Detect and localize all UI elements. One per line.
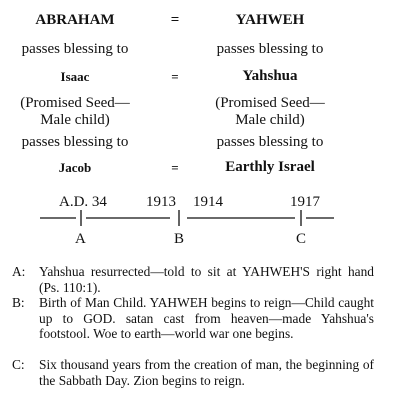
timeline-date-1913: 1913 bbox=[146, 194, 176, 210]
note-key: B: bbox=[12, 295, 25, 310]
row-right-promised-seed: (Promised Seed— bbox=[215, 95, 325, 111]
row-left-jacob: Jacob bbox=[58, 160, 92, 175]
note-text: Birth of Man Child. YAHWEH begins to reign—Child caught up to GOD. satan cast from heaven—made Yahshua's footstool. Woe to earth—world war one begins. bbox=[39, 295, 374, 341]
row-right-male-child: Male child) bbox=[235, 112, 305, 128]
timeline-date-1914: 1914 bbox=[193, 194, 223, 210]
marker-b: B bbox=[174, 231, 185, 247]
note-a bbox=[12, 264, 382, 295]
note-c bbox=[12, 357, 382, 407]
equals-sign: = bbox=[171, 160, 179, 175]
note-key: C: bbox=[12, 357, 25, 372]
row-right-yahweh: YAHWEH bbox=[235, 12, 305, 28]
row-right-passes-1: passes blessing to bbox=[216, 41, 324, 57]
note-text: Yahshua resurrected—told to sit at YAHWEH'S right hand (Ps. 110:1). bbox=[39, 264, 374, 295]
row-left-male-child: Male child) bbox=[40, 112, 110, 128]
equals-sign: = bbox=[171, 69, 179, 84]
row-left-passes-1: passes blessing to bbox=[21, 41, 129, 57]
row-right-earthly-israel: Earthly Israel bbox=[225, 159, 315, 175]
note-b bbox=[12, 295, 382, 357]
marker-a: A bbox=[75, 231, 86, 247]
row-left-isaac: Isaac bbox=[60, 69, 90, 84]
row-right-passes-2: passes blessing to bbox=[216, 134, 324, 150]
marker-c: C bbox=[296, 231, 307, 247]
equals-sign: = bbox=[170, 12, 180, 28]
row-right-yahshua: Yahshua bbox=[242, 68, 298, 84]
note-text: Six thousand years from the creation of man, the beginning of the Sabbath Day. Zion begins to reign. bbox=[39, 357, 374, 388]
row-left-abraham: ABRAHAM bbox=[35, 12, 115, 28]
row-left-promised-seed: (Promised Seed— bbox=[20, 95, 130, 111]
timeline-date-1917: 1917 bbox=[290, 194, 320, 210]
note-key: A: bbox=[12, 264, 26, 279]
row-left-passes-2: passes blessing to bbox=[21, 134, 129, 150]
timeline-date-ad34: A.D. 34 bbox=[59, 194, 107, 210]
